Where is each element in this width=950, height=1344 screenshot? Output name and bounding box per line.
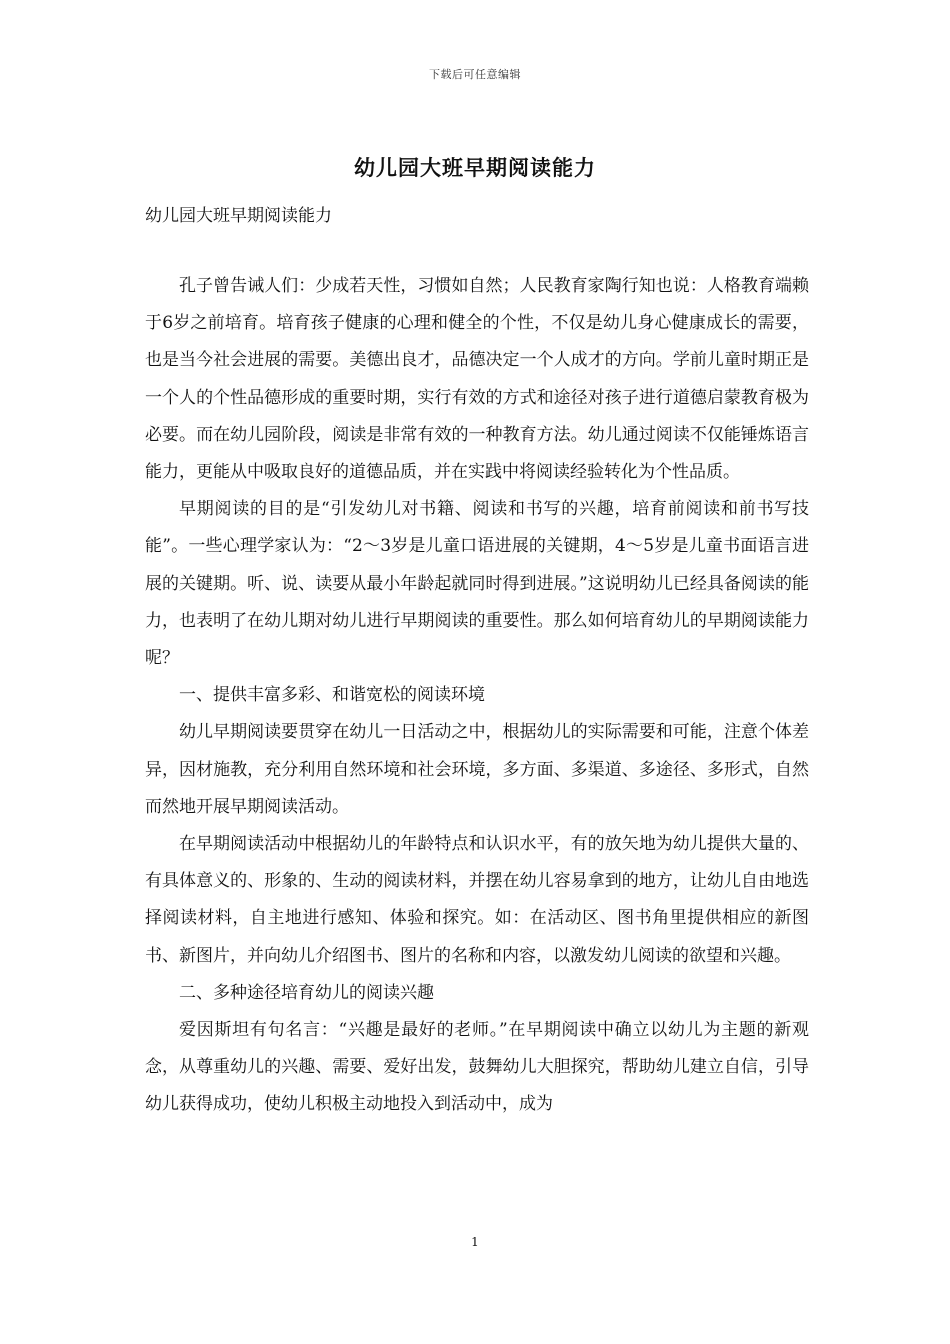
paragraph-section1-a: 幼儿早期阅读要贯穿在幼儿一日活动之中，根据幼儿的实际需要和可能，注意个体差异，因材施教，充分利用自然环境和社会环境，多方面、多渠道、多途径、多形式，自然而然地开展早期阅读活动。 [145, 722, 809, 817]
section-heading-1: 一、提供丰富多彩、和谐宽松的阅读环境 [179, 685, 485, 706]
paragraph-purpose: 早期阅读的目的是“引发幼儿对书籍、阅读和书写的兴趣，培育前阅读和前书写技能”。一些心理学家认为：“2～3岁是儿童口语进展的关键期，4～5岁是儿童书面语言进展的关键期。听、说、读要从最小年龄起就同时得到进展。”这说明幼儿已经具备阅读的能力，也表明了在幼儿期对幼儿进行早期阅读的重要性。那么如何培育幼儿的早期阅读能力呢？ [145, 499, 809, 669]
section-heading-2: 二、多种途径培育幼儿的阅读兴趣 [179, 982, 434, 1003]
document-subtitle: 幼儿园大班早期阅读能力 [145, 206, 332, 226]
paragraph-section1-b: 在早期阅读活动中根据幼儿的年龄特点和认识水平，有的放矢地为幼儿提供大量的、有具体意义的、形象的、生动的阅读材料，并摆在幼儿容易拿到的地方，让幼儿自由地选择阅读材料，自主地进行感知、体验和探究。如：在活动区、图书角里提供相应的新图书、新图片，并向幼儿介绍图书、图片的名称和内容，以激发幼儿阅读的欲望和兴趣。 [145, 834, 809, 966]
page-number: 1 [471, 1235, 479, 1249]
paragraph-section2-a: 爱因斯坦有句名言：“兴趣是最好的老师。”在早期阅读中确立以幼儿为主题的新观念，从尊重幼儿的兴趣、需要、爱好出发，鼓舞幼儿大胆探究，帮助幼儿建立自信，引导幼儿获得成功，使幼儿积极主动地投入到活动中，成为 [145, 1020, 809, 1115]
document-title: 幼儿园大班早期阅读能力 [354, 156, 596, 180]
page-header-note: 下载后可任意编辑 [429, 68, 521, 81]
paragraph-intro: 孔子曾告诫人们：少成若天性，习惯如自然；人民教育家陶行知也说：人格教育端赖于6岁之前培育。培育孩子健康的心理和健全的个性，不仅是幼儿身心健康成长的需要，也是当今社会进展的需要。美德出良才，品德决定一个人成才的方向。学前儿童时期正是一个人的个性品德形成的重要时期，实行有效的方式和途径对孩子进行道德启蒙教育极为必要。而在幼儿园阶段，阅读是非常有效的一种教育方法。幼儿通过阅读不仅能锤炼语言能力，更能从中吸取良好的道德品质，并在实践中将阅读经验转化为个性品质。 [145, 276, 809, 483]
document-body [145, 268, 809, 1124]
